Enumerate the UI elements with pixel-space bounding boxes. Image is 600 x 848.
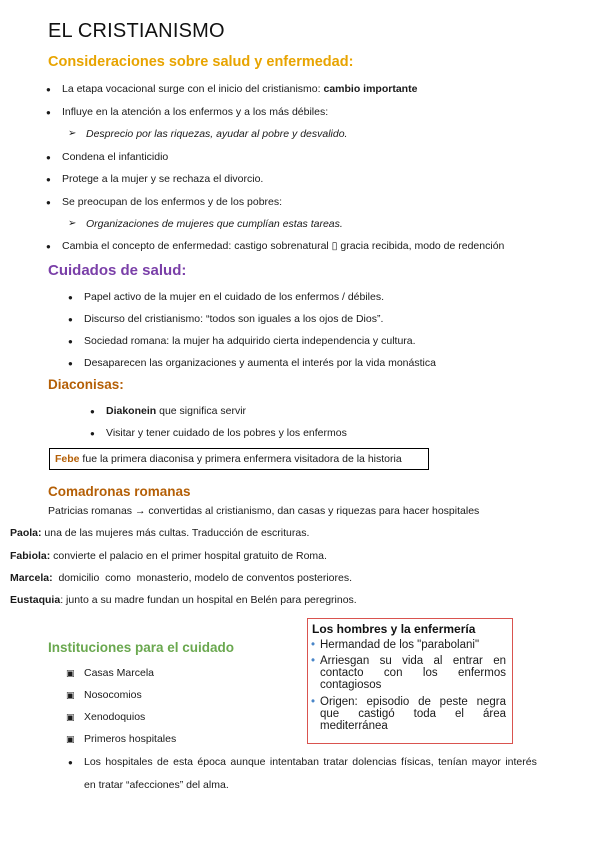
paola-name: Paola:	[10, 527, 42, 539]
instituciones-note-line-2: en tratar “afecciones” del alma.	[84, 779, 229, 791]
salud-item-1-text: La etapa vocacional surge con el inicio del cristianismo:	[62, 83, 324, 95]
institucion-item-3: ▣ Xenodoquios	[84, 711, 145, 723]
diaconisas-item-1-text: que significa servir	[156, 405, 247, 417]
salud-item-5-sub	[86, 218, 343, 230]
fabiola-name: Fabiola:	[10, 550, 51, 562]
cuidados-heading: Cuidados de salud:	[48, 262, 187, 279]
instituciones-heading: Instituciones para el cuidado	[48, 640, 235, 655]
eustaquia-text: : junto a su madre fundan un hospital en Belén para peregrinos.	[60, 594, 357, 606]
salud-item-3: ● Condena el infanticidio	[62, 151, 168, 163]
febe-name: Febe	[55, 453, 80, 465]
paola-text: una de las mujeres más cultas. Traducción de escrituras.	[41, 527, 310, 539]
comadronas-intro: Patricias romanas → convertidas al cristianismo, dan casas y riquezas para hacer hospitales	[48, 505, 480, 517]
salud-item-5-sub-text: Organizaciones de mujeres que cumplían estas tareas.	[86, 218, 343, 230]
salud-item-5: ● Se preocupan de los enfermos y de los pobres:	[62, 196, 282, 208]
paola-line	[10, 527, 309, 539]
fabiola-text: convierte el palacio en el primer hospital gratuito de Roma.	[50, 550, 327, 562]
salud-item-4: ● Protege a la mujer y se rechaza el divorcio.	[62, 173, 263, 185]
page-title: EL CRISTIANISMO	[48, 20, 225, 42]
salud-item-2-sub	[86, 128, 347, 140]
marcela-text: domicilio como monasterio, modelo de conventos posteriores.	[52, 572, 353, 584]
cuidados-item-2: ● Discurso del cristianismo: “todos son iguales a los ojos de Dios”.	[84, 313, 383, 325]
febe-text: fue la primera diaconisa y primera enfermera visitadora de la historia	[79, 453, 402, 465]
salud-heading: Consideraciones sobre salud y enfermedad:	[48, 54, 354, 70]
eustaquia-line	[10, 594, 357, 606]
diaconisas-item-1	[106, 405, 246, 417]
febe-line	[55, 453, 402, 465]
salud-item-1-bold: cambio importante	[323, 83, 418, 95]
hombres-item-1: • Hermandad de los "parabolani"	[320, 639, 506, 651]
hombres-title: Los hombres y la enfermería	[312, 622, 476, 636]
institucion-item-2: ▣ Nosocomios	[84, 689, 142, 701]
instituciones-note-line-1: ● Los hospitales de esta época aunque intentaban tratar dolencias físicas, tenían mayor interés	[84, 756, 537, 768]
eustaquia-name: Eustaquia	[10, 594, 61, 606]
cuidados-item-4	[84, 357, 436, 369]
institucion-item-1: ▣ Casas Marcela	[84, 667, 154, 679]
cuidados-item-3: ● Sociedad romana: la mujer ha adquirido cierta independencia y cultura.	[84, 335, 416, 347]
comadronas-heading: Comadronas romanas	[48, 484, 191, 499]
cuidados-item-4-text: Desaparecen las organizaciones y aumenta el interés por la vida monástica	[84, 357, 436, 369]
salud-item-1	[62, 83, 417, 95]
diaconisas-heading: Diaconisas:	[48, 377, 124, 392]
hombres-item-3: • Origen: episodio de peste negra que castigó toda el área mediterránea	[320, 696, 506, 732]
marcela-line	[10, 572, 352, 584]
salud-item-2: ● Influye en la atención a los enfermos y a los más débiles:	[62, 106, 328, 118]
fabiola-line	[10, 550, 327, 562]
institucion-item-4: ▣ Primeros hospitales	[84, 733, 176, 745]
salud-item-6: ● Cambia el concepto de enfermedad: castigo sobrenatural ▯ gracia recibida, modo de redención	[62, 240, 504, 252]
salud-item-2-sub-text: Desprecio por las riquezas, ayudar al pobre y desvalido.	[86, 128, 348, 140]
diaconisas-item-2: ● Visitar y tener cuidado de los pobres y los enfermos	[106, 427, 347, 439]
hombres-item-2: • Arriesgan su vida al entrar en contacto con los enfermos contagiosos	[320, 655, 506, 691]
cuidados-item-1: ● Papel activo de la mujer en el cuidado de los enfermos / débiles.	[84, 291, 384, 303]
marcela-name: Marcela:	[10, 572, 53, 584]
diaconisas-item-1-bold: Diakonein	[106, 405, 157, 417]
